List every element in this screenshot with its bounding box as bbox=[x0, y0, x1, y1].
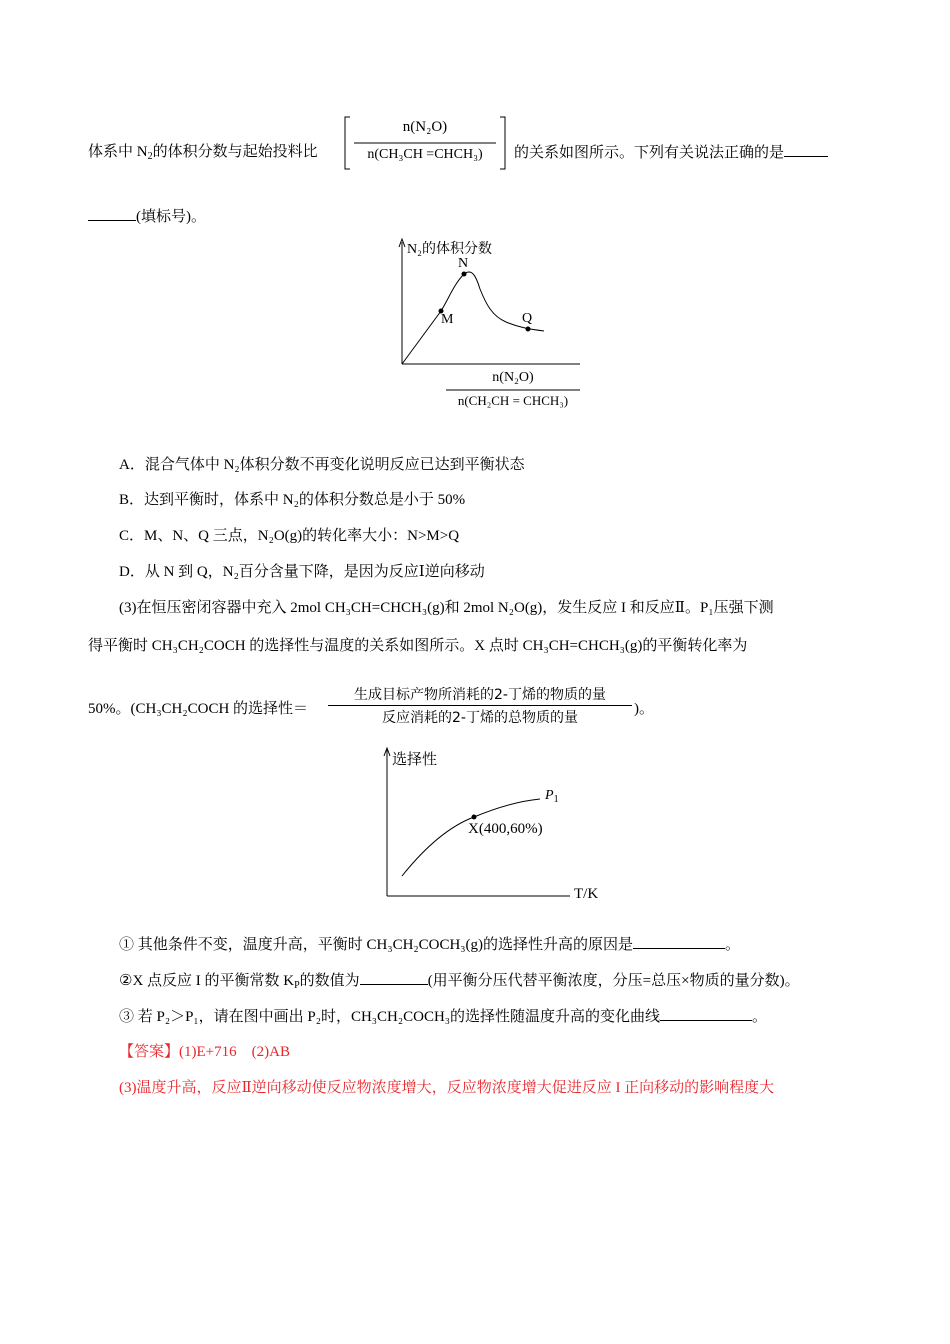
chart2-xlabel: T/K bbox=[574, 886, 599, 902]
q3-sel-den: 反应消耗的2-丁烯的总物质的量 bbox=[382, 710, 578, 726]
subq-2-pre: ②X 点反应 I 的平衡常数 K bbox=[119, 973, 295, 989]
q2-ratio-den: n(CH₃CH =CHCH₃) bbox=[367, 147, 483, 162]
subq-2-sub: P bbox=[294, 980, 300, 991]
chart2-ylabel: 选择性 bbox=[392, 752, 438, 768]
answer-blank-1[interactable] bbox=[784, 142, 828, 157]
chart1-ylabel: N₂的体积分数 bbox=[407, 242, 492, 257]
q2-stem-end-line bbox=[88, 206, 206, 227]
chart1-svg bbox=[380, 234, 600, 419]
answer-blank-5[interactable] bbox=[660, 1006, 752, 1021]
q3-line3-post: )。 bbox=[634, 701, 654, 717]
q2-stem-mid: 的体积分数与起始投料比 bbox=[152, 144, 318, 160]
q3-sel-num: 生成目标产物所消耗的2-丁烯的物质的量 bbox=[354, 687, 606, 703]
answer-blank-3[interactable] bbox=[633, 934, 725, 949]
q2-ratio-bracket bbox=[342, 115, 508, 171]
q3-sel-line bbox=[328, 705, 632, 706]
answer-text-1: (1)E+716 (2)AB bbox=[179, 1044, 290, 1060]
subq-3 bbox=[119, 1006, 767, 1027]
subq-1 bbox=[119, 934, 740, 955]
q3-selectivity-fraction bbox=[328, 684, 632, 728]
q2-ratio-num: n(N₂O) bbox=[402, 119, 448, 135]
subq-3-end: 。 bbox=[752, 1009, 768, 1025]
subq-2-end: (用平衡分压代替平衡浓度，分压=总压×物质的量分数)。 bbox=[427, 973, 800, 989]
option-a: A．混合气体中 N₂体积分数不再变化说明反应已达到平衡状态 bbox=[119, 457, 525, 473]
chart1-xlabel-den: n(CH₂CH = CHCH₃) bbox=[457, 393, 569, 408]
option-d: D．从 N 到 Q，N₂百分含量下降，是因为反应Ⅰ逆向移动 bbox=[119, 564, 485, 580]
chart2-curve-label-sub: 1 bbox=[553, 794, 559, 805]
subq-2 bbox=[119, 970, 800, 991]
q2-stem-post-text: 的关系如图所示。下列有关说法正确的是 bbox=[514, 145, 785, 161]
subq-1-text: ① 其他条件不变，温度升高，平衡时 CH₃CH₂COCH₃(g)的选择性升高的原因是 bbox=[119, 937, 634, 953]
q3-line2: 得平衡时 CH₃CH₂COCH 的选择性与温度的关系如图所示。X 点时 CH₃CH=CHCH₃(g)的平衡转化率为 bbox=[88, 638, 748, 654]
option-c: C．M、N、Q 三点，N₂O(g)的转化率大小：N>M>Q bbox=[119, 528, 460, 544]
q3-line1: (3)在恒压密闭容器中充入 2mol CH₃CH=CHCH₃(g)和 2mol N₂O(g)，发生反应 I 和反应Ⅱ。P₁压强下测 bbox=[119, 600, 774, 616]
subq-2-post: 的数值为 bbox=[299, 973, 360, 989]
q2-stem-line bbox=[88, 142, 318, 162]
chart2 bbox=[370, 744, 610, 909]
answer-blank-4[interactable] bbox=[360, 970, 428, 985]
answer-line1 bbox=[119, 1042, 290, 1062]
chart2-curve-label bbox=[545, 788, 559, 804]
subq-3-text: ③ 若 P₂＞P₁，请在图中画出 P₂时，CH₃CH₂COCH₃的选择性随温度升高的变化曲线 bbox=[119, 1009, 661, 1025]
chart2-curve-label-p: P bbox=[545, 788, 554, 803]
chart1-xlabel-num: n(N₂O) bbox=[492, 370, 534, 385]
answer-line2: (3)温度升高，反应Ⅱ逆向移动使反应物浓度增大，反应物浓度增大促进反应 I 正向移动的影响程度大 bbox=[119, 1080, 775, 1096]
chart1-label-q: Q bbox=[522, 311, 533, 326]
chart2-point-label: X(400,60%) bbox=[468, 821, 543, 837]
q3-line3-pre: 50%。(CH₃CH₂COCH 的选择性＝ bbox=[88, 701, 309, 717]
chart1-label-n: N bbox=[458, 256, 469, 271]
q2-stem-end: (填标号)。 bbox=[136, 209, 206, 225]
chart1-label-m: M bbox=[441, 312, 454, 327]
q2-stem-post bbox=[514, 142, 828, 163]
chart1-point-q bbox=[526, 327, 531, 332]
answer-blank-2[interactable] bbox=[88, 206, 136, 221]
subq-1-end: 。 bbox=[725, 937, 741, 953]
answer-label: 【答案】 bbox=[119, 1044, 180, 1060]
chart1 bbox=[380, 234, 600, 419]
q2-stem-sub: 2 bbox=[147, 151, 153, 162]
chart2-point-x bbox=[472, 815, 477, 820]
chart1-point-n bbox=[462, 272, 467, 277]
q2-stem-pre: 体系中 N bbox=[88, 144, 148, 160]
option-b: B．达到平衡时，体系中 N₂的体积分数总是小于 50% bbox=[119, 492, 466, 508]
